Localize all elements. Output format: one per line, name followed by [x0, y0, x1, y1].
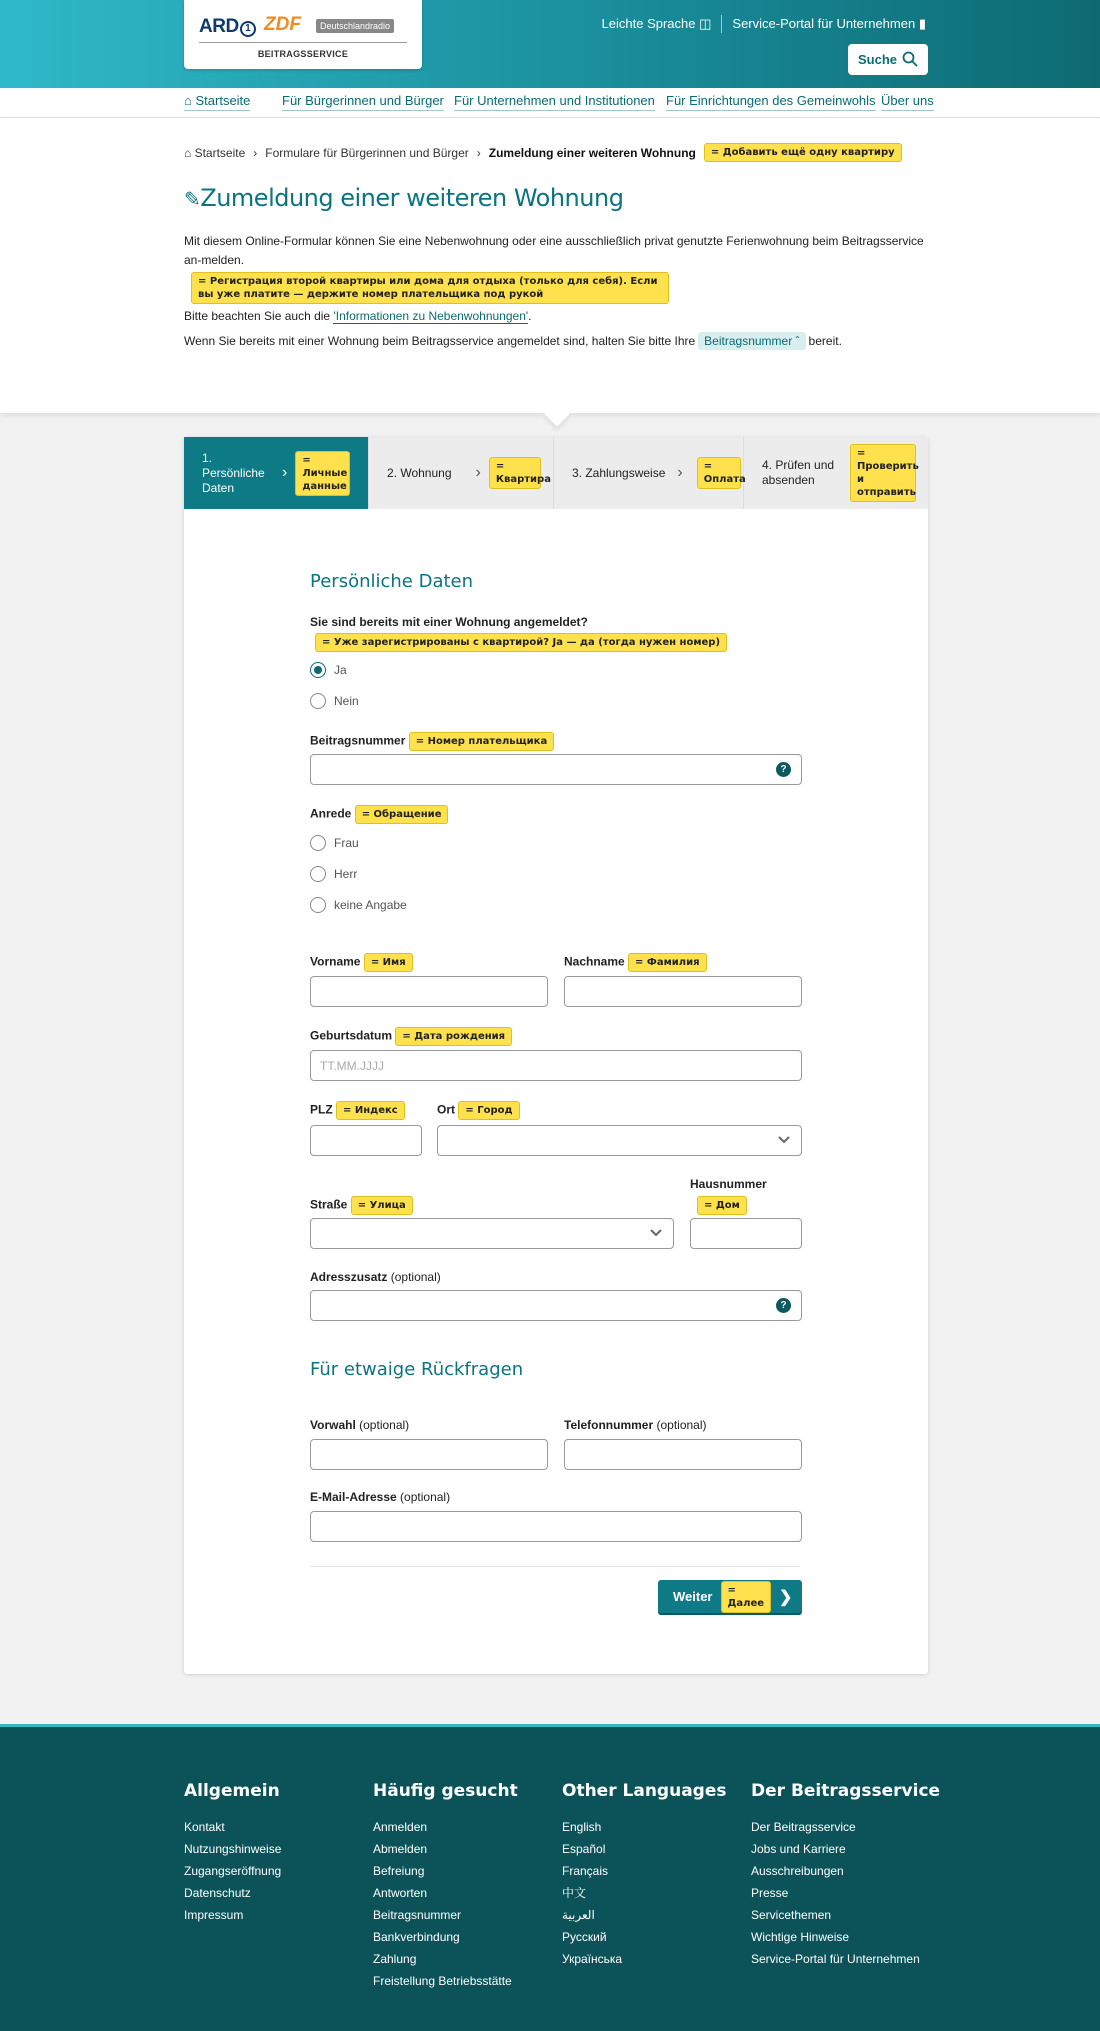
ard-logo: ARD 1 [199, 16, 256, 38]
radio-keine-angabe[interactable]: keine Angabe [310, 897, 407, 913]
breadcrumb-home[interactable]: ⌂ Startseite [184, 145, 246, 160]
telefon-input[interactable] [564, 1439, 802, 1470]
footer-col-allgemein: Allgemein Kontakt Nutzungshinweise Zugangseröffnung Datenschutz Impressum [184, 1781, 281, 1926]
radio-unchecked-icon [310, 897, 326, 913]
radio-checked-icon [310, 662, 326, 678]
breadcrumb [184, 143, 902, 162]
footer-link[interactable]: Befreiung [373, 1864, 425, 1878]
geburtsdatum-input[interactable]: TT.MM.JJJJ [310, 1050, 802, 1081]
footer-link[interactable]: Español [562, 1842, 606, 1856]
strasse-select[interactable] [310, 1218, 674, 1249]
beitragsnummer-label: Beitragsnummer = Номер плательщика [310, 732, 554, 751]
intro-notch [544, 401, 569, 426]
ort-label: Ort = Город [437, 1101, 520, 1120]
zdf-logo: ZDF [264, 14, 301, 35]
footer-link[interactable]: Der Beitragsservice [751, 1820, 856, 1834]
nachname-label: Nachname = Фамилия [564, 953, 707, 972]
nav-unternehmen[interactable]: Für Unternehmen und Institutionen [454, 93, 655, 111]
footer-link[interactable]: English [562, 1820, 602, 1834]
radio-unchecked-icon [310, 693, 326, 709]
email-label: E-Mail-Adresse (optional) [310, 1490, 451, 1504]
breadcrumb-current: Zumeldung einer weiteren Wohnung [488, 145, 696, 160]
nebenwohnung-info-link[interactable]: 'Informationen zu Nebenwohnungen' [333, 309, 529, 323]
search-button[interactable]: Suche [848, 44, 928, 75]
radio-frau[interactable]: Frau [310, 835, 359, 851]
site-header [0, 0, 1100, 88]
intro-section [0, 118, 1100, 413]
q-registered-label: Sie sind bereits mit einer Wohnung angemeldet? [310, 615, 588, 629]
email-input[interactable] [310, 1511, 802, 1542]
footer-link[interactable]: Anmelden [373, 1820, 428, 1834]
vorwahl-label: Vorwahl (optional) [310, 1418, 410, 1432]
adresszusatz-input[interactable] [310, 1290, 802, 1321]
search-icon [902, 51, 918, 67]
top-links [602, 15, 926, 33]
translation-tag: = Регистрация второй квартиры или дома для отдыха (только для себя). Если вы уже платите — держите номер плательщика под рукой [191, 272, 669, 304]
translation-tag: = Дом [697, 1196, 747, 1215]
plz-input[interactable] [310, 1125, 422, 1156]
footer-link[interactable]: Freistellung Betriebsstätte [373, 1974, 512, 1988]
home-icon: ⌂ [184, 145, 192, 160]
dradio-logo: Deutschlandradio [316, 19, 394, 33]
footer-link[interactable]: Zahlung [373, 1952, 417, 1966]
service-portal-link[interactable]: Service-Portal für Unternehmen ▮ [732, 16, 926, 31]
footer-col-languages: Other Languages English Español Français 中文 العربية Русский Українська [562, 1781, 726, 1970]
step-1[interactable]: 1. Persönliche Daten › = Личные данные [184, 437, 369, 509]
step-3[interactable]: 3. Zahlungsweise › = Оплата [554, 437, 744, 509]
footer-link[interactable]: Українська [562, 1952, 623, 1966]
hausnummer-label: Hausnummer [690, 1177, 767, 1191]
footer-link[interactable]: Ausschreibungen [751, 1864, 844, 1878]
radio-unchecked-icon [310, 866, 326, 882]
telefon-label: Telefonnummer (optional) [564, 1418, 707, 1432]
translation-tag: = Уже зарегистрированы с квартирой? Ja — да (тогда нужен номер) [315, 633, 727, 652]
strasse-label: Straße = Улица [310, 1196, 413, 1215]
section-title-personal: Persönliche Daten [310, 571, 474, 592]
beitragsnummer-toggle[interactable]: Beitragsnummer ˆ [698, 332, 805, 350]
footer-link[interactable]: Beitragsnummer [373, 1908, 462, 1922]
top-links-separator [721, 15, 722, 33]
radio-ja[interactable]: Ja [310, 662, 347, 678]
main-nav [0, 88, 1100, 118]
weiter-button[interactable]: Weiter = Далее ❯ [658, 1580, 802, 1613]
footer-link[interactable]: Wichtige Hinweise [751, 1930, 850, 1944]
page-title: ✎Zumeldung einer weiteren Wohnung [184, 184, 624, 212]
footer-link[interactable]: Presse [751, 1886, 789, 1900]
footer-link[interactable]: Kontakt [184, 1820, 225, 1834]
chevron-up-icon: ˆ [795, 334, 800, 348]
vorname-label: Vorname = Имя [310, 953, 413, 972]
hausnummer-input[interactable] [690, 1218, 802, 1249]
site-logo[interactable] [184, 0, 422, 69]
section-title-rueckfragen: Für etwaige Rückfragen [310, 1359, 524, 1380]
footer-link[interactable]: Русский [562, 1930, 607, 1944]
geburtsdatum-label: Geburtsdatum = Дата рождения [310, 1027, 512, 1046]
exit-icon: ▮ [918, 16, 926, 31]
vorwahl-input[interactable] [310, 1439, 548, 1470]
footer-link[interactable]: Service-Portal für Unternehmen [751, 1952, 920, 1966]
help-icon[interactable]: ? [776, 1298, 791, 1313]
chevron-down-icon [777, 1135, 791, 1145]
footer-link[interactable]: Jobs und Karriere [751, 1842, 846, 1856]
footer-link[interactable]: Impressum [184, 1908, 244, 1922]
step-2[interactable]: 2. Wohnung › = Квартира [369, 437, 554, 509]
edit-icon: ✎ [184, 187, 201, 211]
step-4[interactable]: 4. Prüfen und absenden = Проверить и отправить [744, 437, 928, 509]
footer-link[interactable]: Antworten [373, 1886, 428, 1900]
chevron-down-icon [649, 1228, 663, 1238]
step-tabs [184, 437, 928, 509]
book-icon: ◫ [699, 16, 712, 31]
breadcrumb-formulare[interactable]: Formulare für Bürgerinnen und Bürger [265, 145, 469, 160]
footer-col-haeufig: Häufig gesucht Anmelden Abmelden Befreiung Antworten Beitragsnummer Bankverbindung Zahlung Freistellung Betriebsstätte [373, 1781, 518, 1992]
footer-link[interactable]: العربية [562, 1908, 595, 1922]
beitragsservice-wordmark: BEITRAGSSERVICE [257, 49, 349, 59]
nebenwohnung-note: Bitte beachten Sie auch die 'Informationen zu Nebenwohnungen'. [184, 309, 532, 323]
chevron-right-icon: › [677, 464, 683, 481]
radio-nein[interactable]: Nein [310, 693, 359, 709]
nav-gemeinwohl[interactable]: Für Einrichtungen des Gemeinwohls [666, 93, 876, 111]
radio-unchecked-icon [310, 835, 326, 851]
footer-link[interactable]: Abmelden [373, 1842, 428, 1856]
intro-text: Mit diesem Online-Formular können Sie eine Nebenwohnung oder eine ausschließlich privat genutzte Ferienwohnung beim Beitragsservice an-melden. [184, 234, 924, 267]
nav-ueber-uns[interactable]: Über uns [881, 93, 934, 111]
help-icon[interactable]: ? [776, 762, 791, 777]
chevron-right-icon: › [475, 464, 481, 481]
beitragsnummer-hint: Wenn Sie bereits mit einer Wohnung beim Beitragsservice angemeldet sind, halten Sie bitte Ihre Beitragsnummer ˆ bereit. [184, 334, 842, 348]
chevron-right-icon: ❯ [779, 1588, 793, 1606]
translation-tag: = Далее [721, 1581, 772, 1613]
form-divider [310, 1566, 800, 1567]
footer-link[interactable]: Bankverbindung [373, 1930, 460, 1944]
site-footer [0, 1724, 1100, 2031]
chevron-right-icon: › [253, 145, 258, 160]
logo-divider [199, 42, 407, 43]
nachname-input[interactable] [564, 976, 802, 1007]
translation-tag: = Добавить ещё одну квартиру [704, 143, 902, 162]
footer-link[interactable]: Datenschutz [184, 1886, 251, 1900]
chevron-right-icon: › [476, 145, 481, 160]
footer-link[interactable]: Français [562, 1864, 609, 1878]
nav-startseite[interactable]: ⌂ Startseite [184, 93, 250, 111]
footer-link[interactable]: Nutzungshinweise [184, 1842, 282, 1856]
footer-col-beitragsservice: Der Beitragsservice Der Beitragsservice Jobs und Karriere Ausschreibungen Presse Servicethemen Wichtige Hinweise Service-Portal für Unternehmen [751, 1781, 940, 1970]
anrede-label: Anrede = Обращение [310, 805, 448, 824]
plz-label: PLZ = Индекс [310, 1101, 405, 1120]
beitragsnummer-input[interactable] [310, 754, 802, 785]
footer-link[interactable]: 中文 [562, 1886, 587, 1900]
adresszusatz-label: Adresszusatz (optional) [310, 1270, 441, 1284]
footer-link[interactable]: Zugangseröffnung [184, 1864, 282, 1878]
nav-buerger[interactable]: Für Bürgerinnen und Bürger [282, 93, 444, 111]
home-icon: ⌂ [184, 93, 192, 108]
chevron-right-icon: › [282, 464, 288, 481]
radio-herr[interactable]: Herr [310, 866, 357, 882]
vorname-input[interactable] [310, 976, 548, 1007]
form-card [184, 437, 928, 1674]
footer-link[interactable]: Servicethemen [751, 1908, 832, 1922]
ort-select[interactable] [437, 1125, 802, 1156]
leichte-sprache-link[interactable]: Leichte Sprache ◫ [601, 16, 712, 31]
